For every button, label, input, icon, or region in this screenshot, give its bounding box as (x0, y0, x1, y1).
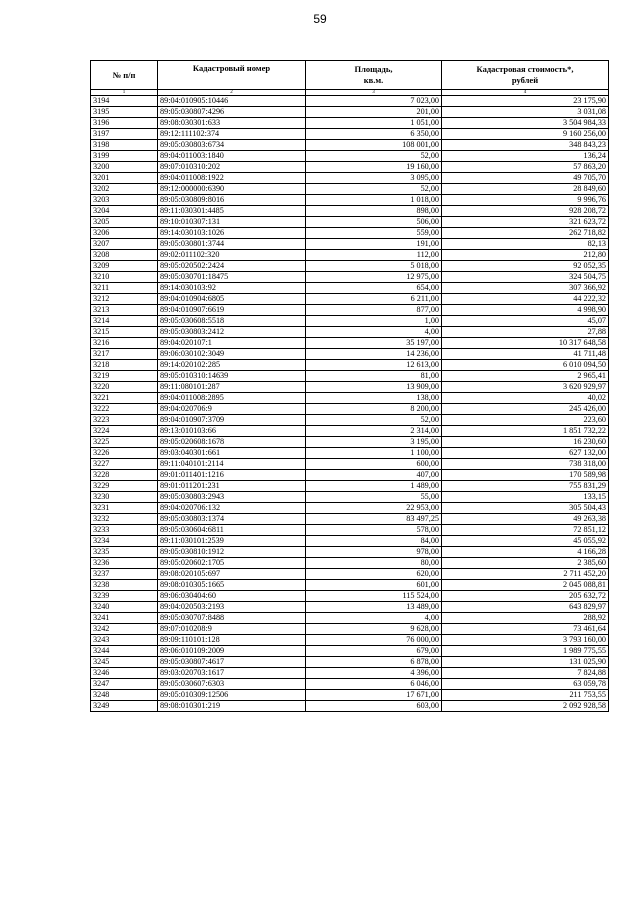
area-cell: 3 095,00 (306, 173, 442, 184)
row-number-cell: 3212 (91, 294, 158, 305)
cadastral-cost-cell: 738 318,00 (442, 459, 609, 470)
table-row (91, 624, 609, 635)
area-cell: 201,00 (306, 107, 442, 118)
cadastral-number-cell: 89:07:010310:202 (158, 162, 306, 173)
area-cell: 559,00 (306, 228, 442, 239)
cadastral-number-cell: 89:08:030301:633 (158, 118, 306, 129)
cadastral-number-cell: 89:05:030608:5518 (158, 316, 306, 327)
cadastral-number-cell: 89:03:040301:661 (158, 448, 306, 459)
row-number-cell: 3242 (91, 624, 158, 635)
table-row (91, 250, 609, 261)
cadastral-number-cell: 89:04:010907:6619 (158, 305, 306, 316)
cadastral-cost-cell: 40,02 (442, 393, 609, 404)
cadastral-cost-cell: 245 426,00 (442, 404, 609, 415)
table-row (91, 679, 609, 690)
cadastral-number-cell: 89:04:011008:1922 (158, 173, 306, 184)
table-row (91, 272, 609, 283)
area-cell: 13 489,00 (306, 602, 442, 613)
area-cell: 4,00 (306, 613, 442, 624)
cadastral-number-cell: 89:11:030101:2539 (158, 536, 306, 547)
table-row (91, 162, 609, 173)
cadastral-number-cell: 89:05:030803:1374 (158, 514, 306, 525)
cadastral-number-cell: 89:04:010907:3709 (158, 415, 306, 426)
area-cell: 12 613,00 (306, 360, 442, 371)
row-number-cell: 3208 (91, 250, 158, 261)
table-row (91, 547, 609, 558)
row-number-cell: 3219 (91, 371, 158, 382)
row-number-cell: 3221 (91, 393, 158, 404)
area-cell: 1 489,00 (306, 481, 442, 492)
cadastral-number-cell: 89:02:011102:320 (158, 250, 306, 261)
cadastral-cost-cell: 2 711 452,20 (442, 569, 609, 580)
area-cell: 3 195,00 (306, 437, 442, 448)
area-cell: 52,00 (306, 151, 442, 162)
table-row (91, 393, 609, 404)
row-number-cell: 3214 (91, 316, 158, 327)
cadastral-cost-cell: 28 849,60 (442, 184, 609, 195)
cadastral-cost-cell: 49 263,38 (442, 514, 609, 525)
row-number-cell: 3246 (91, 668, 158, 679)
area-cell: 877,00 (306, 305, 442, 316)
row-number-cell: 3202 (91, 184, 158, 195)
area-cell: 679,00 (306, 646, 442, 657)
row-number-cell: 3225 (91, 437, 158, 448)
cadastral-cost-cell: 212,80 (442, 250, 609, 261)
table-row (91, 580, 609, 591)
row-number-cell: 3234 (91, 536, 158, 547)
row-number-cell: 3201 (91, 173, 158, 184)
area-cell: 6 211,00 (306, 294, 442, 305)
table-row (91, 426, 609, 437)
cadastral-number-cell: 89:05:030607:6303 (158, 679, 306, 690)
table-row (91, 173, 609, 184)
cadastral-cost-cell: 3 504 984,33 (442, 118, 609, 129)
cadastral-number-cell: 89:04:020706:132 (158, 503, 306, 514)
area-cell: 7 023,00 (306, 96, 442, 107)
area-cell: 506,00 (306, 217, 442, 228)
cadastral-cost-cell: 348 843,23 (442, 140, 609, 151)
cadastral-number-cell: 89:05:010310:14639 (158, 371, 306, 382)
cadastral-cost-cell: 3 620 929,97 (442, 382, 609, 393)
row-number-cell: 3209 (91, 261, 158, 272)
cadastral-number-cell: 89:05:020602:1705 (158, 558, 306, 569)
cadastral-number-cell: 89:11:030301:4485 (158, 206, 306, 217)
row-number-cell: 3198 (91, 140, 158, 151)
table-row (91, 305, 609, 316)
area-cell: 898,00 (306, 206, 442, 217)
area-cell: 14 236,00 (306, 349, 442, 360)
table-row (91, 415, 609, 426)
area-cell: 191,00 (306, 239, 442, 250)
table-row (91, 239, 609, 250)
row-number-cell: 3216 (91, 338, 158, 349)
cadastral-number-cell: 89:05:030807:4296 (158, 107, 306, 118)
cadastral-cost-cell: 45 055,92 (442, 536, 609, 547)
row-number-cell: 3200 (91, 162, 158, 173)
cadastral-number-cell: 89:14:030103:1026 (158, 228, 306, 239)
cadastral-cost-cell: 627 132,00 (442, 448, 609, 459)
cadastral-cost-cell: 16 230,60 (442, 437, 609, 448)
cadastral-cost-cell: 2 385,60 (442, 558, 609, 569)
table-row (91, 470, 609, 481)
cadastral-cost-cell: 82,13 (442, 239, 609, 250)
cadastral-number-cell: 89:10:010307:131 (158, 217, 306, 228)
area-cell: 654,00 (306, 283, 442, 294)
table-row (91, 140, 609, 151)
row-number-cell: 3247 (91, 679, 158, 690)
cadastral-number-cell: 89:05:030803:2412 (158, 327, 306, 338)
row-number-cell: 3224 (91, 426, 158, 437)
area-cell: 4 396,00 (306, 668, 442, 679)
table-row (91, 360, 609, 371)
table-row (91, 382, 609, 393)
row-number-cell: 3231 (91, 503, 158, 514)
page-number: 59 (313, 12, 327, 26)
row-number-cell: 3217 (91, 349, 158, 360)
cadastral-cost-cell: 211 753,55 (442, 690, 609, 701)
cadastral-number-cell: 89:14:030103:92 (158, 283, 306, 294)
row-number-cell: 3248 (91, 690, 158, 701)
table-row (91, 602, 609, 613)
table-row (91, 107, 609, 118)
cadastral-cost-cell: 57 863,20 (442, 162, 609, 173)
cadastral-number-cell: 89:04:010904:6805 (158, 294, 306, 305)
cadastral-number-cell: 89:05:030701:18475 (158, 272, 306, 283)
row-number-cell: 3195 (91, 107, 158, 118)
row-number-cell: 3245 (91, 657, 158, 668)
table-row (91, 96, 609, 107)
cadastral-cost-cell: 643 829,97 (442, 602, 609, 613)
table-row (91, 371, 609, 382)
area-cell: 600,00 (306, 459, 442, 470)
table-row (91, 151, 609, 162)
table-row (91, 701, 609, 712)
table-row (91, 261, 609, 272)
row-number-cell: 3244 (91, 646, 158, 657)
table-row (91, 492, 609, 503)
row-number-cell: 3196 (91, 118, 158, 129)
cadastral-cost-cell: 928 208,72 (442, 206, 609, 217)
cadastral-number-cell: 89:04:011003:1840 (158, 151, 306, 162)
area-cell: 5 018,00 (306, 261, 442, 272)
cadastral-number-cell: 89:01:011201:231 (158, 481, 306, 492)
area-cell: 84,00 (306, 536, 442, 547)
cadastral-number-cell: 89:08:020105:697 (158, 569, 306, 580)
cadastral-cost-cell: 262 718,82 (442, 228, 609, 239)
cadastral-cost-cell: 72 851,12 (442, 525, 609, 536)
area-cell: 6 350,00 (306, 129, 442, 140)
table-row (91, 228, 609, 239)
table-row (91, 635, 609, 646)
row-number-cell: 3226 (91, 448, 158, 459)
cadastral-cost-cell: 307 366,92 (442, 283, 609, 294)
table-row (91, 294, 609, 305)
area-cell: 83 497,25 (306, 514, 442, 525)
table-row (91, 668, 609, 679)
area-cell: 76 000,00 (306, 635, 442, 646)
row-number-cell: 3222 (91, 404, 158, 415)
area-cell: 9 628,00 (306, 624, 442, 635)
row-number-cell: 3239 (91, 591, 158, 602)
table-row (91, 514, 609, 525)
table-row (91, 206, 609, 217)
cadastral-number-cell: 89:05:030803:2943 (158, 492, 306, 503)
row-number-cell: 3235 (91, 547, 158, 558)
cadastral-number-cell: 89:04:020503:2193 (158, 602, 306, 613)
cadastral-cost-cell: 6 010 094,50 (442, 360, 609, 371)
table-row (91, 118, 609, 129)
row-number-cell: 3238 (91, 580, 158, 591)
cadastral-cost-cell: 4 166,28 (442, 547, 609, 558)
cadastral-number-cell: 89:04:010905:10446 (158, 96, 306, 107)
area-cell: 12 975,00 (306, 272, 442, 283)
cadastral-cost-cell: 27,88 (442, 327, 609, 338)
area-cell: 6 878,00 (306, 657, 442, 668)
cadastral-cost-cell: 63 059,78 (442, 679, 609, 690)
table-row (91, 283, 609, 294)
cadastral-number-cell: 89:12:000000:6390 (158, 184, 306, 195)
area-cell: 138,00 (306, 393, 442, 404)
cadastral-number-cell: 89:08:010301:219 (158, 701, 306, 712)
area-cell: 603,00 (306, 701, 442, 712)
cadastral-cost-cell: 305 504,43 (442, 503, 609, 514)
area-cell: 407,00 (306, 470, 442, 481)
cadastral-cost-cell: 223,60 (442, 415, 609, 426)
cadastral-cost-cell: 755 831,29 (442, 481, 609, 492)
header-area (306, 61, 442, 90)
header-number: № п/п (91, 61, 158, 90)
area-cell: 578,00 (306, 525, 442, 536)
table-row (91, 404, 609, 415)
cadastral-cost-cell: 9 160 256,00 (442, 129, 609, 140)
header-area-line1: Площадь, (354, 64, 393, 74)
cadastral-number-cell: 89:05:030807:4617 (158, 657, 306, 668)
row-number-cell: 3204 (91, 206, 158, 217)
row-number-cell: 3233 (91, 525, 158, 536)
table-row (91, 569, 609, 580)
table-row (91, 657, 609, 668)
area-cell: 112,00 (306, 250, 442, 261)
cadastral-number-cell: 89:09:110101:128 (158, 635, 306, 646)
cadastral-number-cell: 89:05:020502:2424 (158, 261, 306, 272)
row-number-cell: 3230 (91, 492, 158, 503)
row-number-cell: 3227 (91, 459, 158, 470)
cadastral-cost-cell: 205 632,72 (442, 591, 609, 602)
cadastral-register-table (90, 60, 609, 712)
area-cell: 55,00 (306, 492, 442, 503)
cadastral-cost-cell: 49 705,70 (442, 173, 609, 184)
table-body (91, 96, 609, 712)
table-row (91, 437, 609, 448)
cadastral-cost-cell: 133,15 (442, 492, 609, 503)
cadastral-cost-cell: 170 589,98 (442, 470, 609, 481)
cadastral-number-cell: 89:06:030102:3049 (158, 349, 306, 360)
table-row (91, 184, 609, 195)
cadastral-number-cell: 89:04:020107:1 (158, 338, 306, 349)
area-cell: 1 018,00 (306, 195, 442, 206)
cadastral-cost-cell: 7 824,88 (442, 668, 609, 679)
row-number-cell: 3194 (91, 96, 158, 107)
area-cell: 19 160,00 (306, 162, 442, 173)
area-cell: 6 046,00 (306, 679, 442, 690)
cadastral-number-cell: 89:06:030404:60 (158, 591, 306, 602)
header-cadastral-number: Кадастровый номер (158, 61, 306, 90)
cadastral-number-cell: 89:01:011401:1216 (158, 470, 306, 481)
cadastral-cost-cell: 2 965,41 (442, 371, 609, 382)
area-cell: 108 001,00 (306, 140, 442, 151)
area-cell: 115 524,00 (306, 591, 442, 602)
table-row (91, 591, 609, 602)
table-header-row (91, 61, 609, 90)
cadastral-number-cell: 89:13:010103:66 (158, 426, 306, 437)
table-row (91, 503, 609, 514)
cadastral-cost-cell: 9 996,76 (442, 195, 609, 206)
cadastral-cost-cell: 288,92 (442, 613, 609, 624)
header-cost-line1: Кадастровая стоимость*, (476, 64, 574, 74)
row-number-cell: 3205 (91, 217, 158, 228)
area-cell: 1,00 (306, 316, 442, 327)
table-row (91, 646, 609, 657)
area-cell: 620,00 (306, 569, 442, 580)
row-number-cell: 3215 (91, 327, 158, 338)
table-row (91, 327, 609, 338)
cadastral-cost-cell: 2 045 088,81 (442, 580, 609, 591)
cadastral-cost-cell: 44 222,32 (442, 294, 609, 305)
table-row (91, 558, 609, 569)
area-cell: 52,00 (306, 184, 442, 195)
cadastral-number-cell: 89:11:040101:2114 (158, 459, 306, 470)
header-cadastral-cost (442, 61, 609, 90)
header-area-line2: кв.м. (363, 75, 384, 85)
column-number: 1 (91, 90, 158, 96)
row-number-cell: 3203 (91, 195, 158, 206)
row-number-cell: 3237 (91, 569, 158, 580)
table-row (91, 459, 609, 470)
table-row (91, 316, 609, 327)
cadastral-cost-cell: 2 092 928,58 (442, 701, 609, 712)
row-number-cell: 3223 (91, 415, 158, 426)
cadastral-cost-cell: 136,24 (442, 151, 609, 162)
row-number-cell: 3211 (91, 283, 158, 294)
row-number-cell: 3236 (91, 558, 158, 569)
table-row (91, 525, 609, 536)
cadastral-number-cell: 89:05:030810:1912 (158, 547, 306, 558)
area-cell: 13 909,00 (306, 382, 442, 393)
row-number-cell: 3228 (91, 470, 158, 481)
table-row (91, 349, 609, 360)
cadastral-cost-cell: 73 461,64 (442, 624, 609, 635)
table-row (91, 217, 609, 228)
row-number-cell: 3243 (91, 635, 158, 646)
cadastral-cost-cell: 321 623,72 (442, 217, 609, 228)
cadastral-number-cell: 89:04:011008:2895 (158, 393, 306, 404)
cadastral-number-cell: 89:05:010309:12506 (158, 690, 306, 701)
row-number-cell: 3218 (91, 360, 158, 371)
table-row (91, 481, 609, 492)
cadastral-cost-cell: 23 175,90 (442, 96, 609, 107)
column-number: 4 (442, 90, 609, 96)
cadastral-number-cell: 89:05:030801:3744 (158, 239, 306, 250)
cadastral-cost-cell: 1 989 775,55 (442, 646, 609, 657)
cadastral-number-cell: 89:12:111102:374 (158, 129, 306, 140)
column-number: 2 (158, 90, 306, 96)
area-cell: 1 051,00 (306, 118, 442, 129)
area-cell: 52,00 (306, 415, 442, 426)
row-number-cell: 3240 (91, 602, 158, 613)
cadastral-cost-cell: 92 052,35 (442, 261, 609, 272)
table-row (91, 448, 609, 459)
area-cell: 8 200,00 (306, 404, 442, 415)
cadastral-cost-cell: 4 998,90 (442, 305, 609, 316)
row-number-cell: 3213 (91, 305, 158, 316)
area-cell: 601,00 (306, 580, 442, 591)
area-cell: 35 197,00 (306, 338, 442, 349)
cadastral-cost-cell: 324 504,75 (442, 272, 609, 283)
row-number-cell: 3241 (91, 613, 158, 624)
area-cell: 4,00 (306, 327, 442, 338)
row-number-cell: 3206 (91, 228, 158, 239)
area-cell: 22 953,00 (306, 503, 442, 514)
row-number-cell: 3210 (91, 272, 158, 283)
cadastral-number-cell: 89:11:080101:287 (158, 382, 306, 393)
cadastral-cost-cell: 1 851 732,22 (442, 426, 609, 437)
row-number-cell: 3229 (91, 481, 158, 492)
area-cell: 17 671,00 (306, 690, 442, 701)
row-number-cell: 3232 (91, 514, 158, 525)
table-row (91, 129, 609, 140)
table-row (91, 690, 609, 701)
row-number-cell: 3220 (91, 382, 158, 393)
cadastral-number-cell: 89:06:010109:2009 (158, 646, 306, 657)
row-number-cell: 3199 (91, 151, 158, 162)
row-number-cell: 3249 (91, 701, 158, 712)
cadastral-cost-cell: 3 793 160,00 (442, 635, 609, 646)
cadastral-cost-cell: 10 317 648,58 (442, 338, 609, 349)
table-row (91, 613, 609, 624)
area-cell: 1 100,00 (306, 448, 442, 459)
cadastral-number-cell: 89:04:020706:9 (158, 404, 306, 415)
cadastral-cost-cell: 131 025,90 (442, 657, 609, 668)
column-number: 3 (306, 90, 442, 96)
cadastral-cost-cell: 41 711,48 (442, 349, 609, 360)
cadastral-number-cell: 89:03:020703:1617 (158, 668, 306, 679)
header-cost-line2: рублей (511, 75, 539, 85)
cadastral-number-cell: 89:08:010305:1665 (158, 580, 306, 591)
area-cell: 80,00 (306, 558, 442, 569)
cadastral-number-cell: 89:05:030604:6811 (158, 525, 306, 536)
cadastral-cost-cell: 45,07 (442, 316, 609, 327)
table-row (91, 195, 609, 206)
table-row (91, 536, 609, 547)
cadastral-number-cell: 89:14:020102:285 (158, 360, 306, 371)
cadastral-number-cell: 89:05:030809:8016 (158, 195, 306, 206)
cadastral-number-cell: 89:05:020608:1678 (158, 437, 306, 448)
table-row (91, 338, 609, 349)
cadastral-number-cell: 89:07:010208:9 (158, 624, 306, 635)
area-cell: 81,00 (306, 371, 442, 382)
row-number-cell: 3207 (91, 239, 158, 250)
cadastral-number-cell: 89:05:030707:8488 (158, 613, 306, 624)
cadastral-number-cell: 89:05:030803:6734 (158, 140, 306, 151)
area-cell: 978,00 (306, 547, 442, 558)
cadastral-cost-cell: 3 031,08 (442, 107, 609, 118)
row-number-cell: 3197 (91, 129, 158, 140)
area-cell: 2 314,00 (306, 426, 442, 437)
